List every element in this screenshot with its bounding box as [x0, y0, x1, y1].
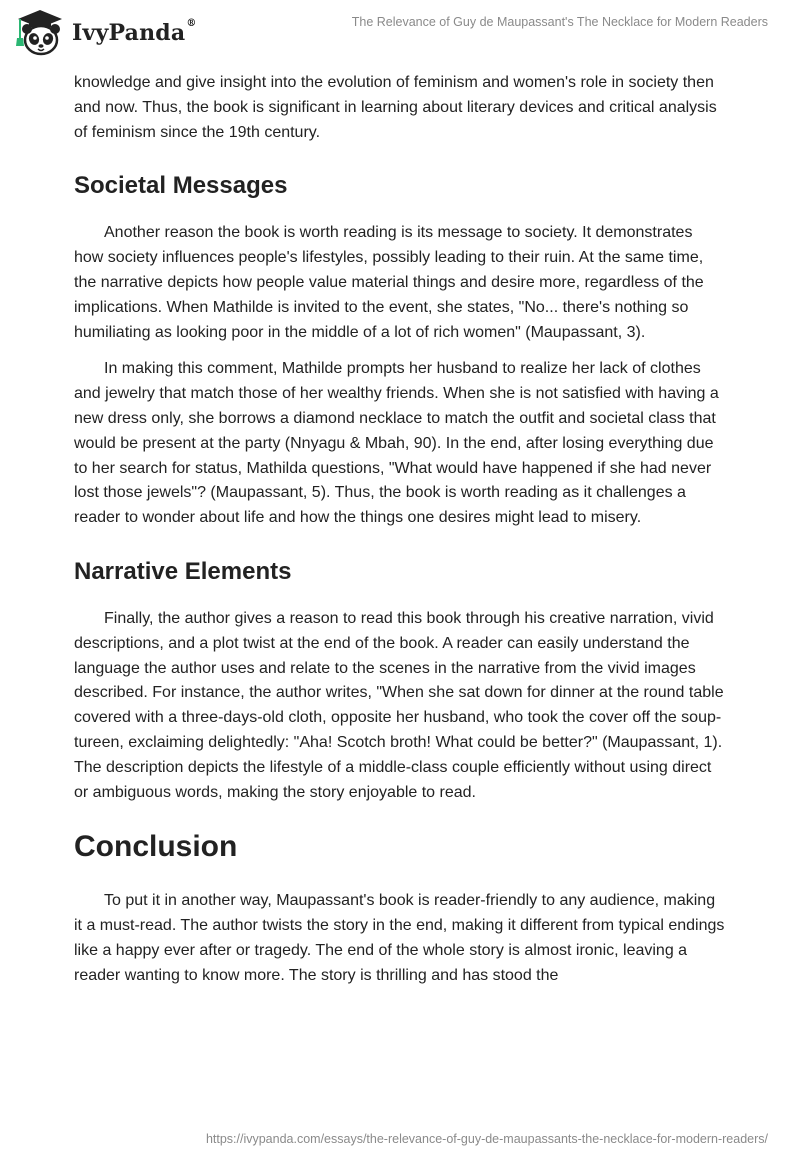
intro-paragraph: knowledge and give insight into the evolution of feminism and women's role in society then and now. Thus, the book is significant in learning about literary devices and critical analysis of feminism since the 19th century.: [74, 74, 717, 141]
essay-content: [74, 71, 726, 1001]
conclusion-heading: Conclusion: [74, 830, 238, 864]
narrative-elements-heading: Narrative Elements: [74, 557, 292, 585]
page-header: [0, 0, 800, 70]
document-title: The Relevance of Guy de Maupassant's The Necklace for Modern Readers: [351, 15, 768, 29]
source-url[interactable]: https://ivypanda.com/essays/the-relevance-of-guy-de-maupassants-the-necklace-for-modern-readers/: [205, 1132, 768, 1146]
registered-mark: ®: [186, 18, 197, 29]
ivypanda-logo[interactable]: [14, 8, 197, 56]
societal-messages-heading: Societal Messages: [74, 172, 288, 200]
logo-wordmark: IvyPanda®: [72, 18, 197, 46]
conclusion-paragraph-1: To put it in another way, Maupassant's book is reader-friendly to any audience, making it a must-read. The author twists the story in the end, making it different from typical endings like a happy ever after or tragedy. The end of the whole story is almost ironic, leaving a reader wanting to know more. The story is thrilling and has stood the: [74, 892, 725, 984]
panda-graduate-icon: [14, 8, 66, 56]
narrative-paragraph-1: Finally, the author gives a reason to read this book through his creative narration, vivid descriptions, and a plot twist at the end of the book. A reader can easily understand the language the author uses and relate to the scenes in the narrative from the vivid images described. For instance, the author writes, "When she sat down for dinner at the round table covered with a three-days-old cloth, opposite her husband, who took the cover off the soup-tureen, exclaiming delightedly: "Aha! Scotch broth! What could be better?" (Maupassant, 1). The description depicts the lifestyle of a middle-class couple efficiently without using direct or ambiguous words, making the story enjoyable to read.: [74, 609, 724, 801]
societal-paragraph-1: Another reason the book is worth reading is its message to society. It demonstrates how society influences people's lifestyles, possibly leading to their ruin. At the same time, the narrative depicts how people value material things and desire more, regardless of the implications. When Mathilde is invited to the event, she states, "No... there's nothing so humiliating as looking poor in the middle of a lot of rich women" (Maupassant, 3).: [74, 224, 704, 341]
societal-paragraph-2: In making this comment, Mathilde prompts her husband to realize her lack of clothes and jewelry that match those of her wealthy friends. When she is not satisfied with having a new dress only, she borrows a diamond necklace to match the outfit and societal class that would be present at the party (Nnyagu & Mbah, 90). In the end, after losing everything due to her search for status, Mathilda questions, "What would have happened if she had never lost those jewels"? (Maupassant, 5). Thus, the book is worth reading as it challenges a reader to wonder about life and how the things one desires might lead to misery.: [74, 360, 719, 527]
